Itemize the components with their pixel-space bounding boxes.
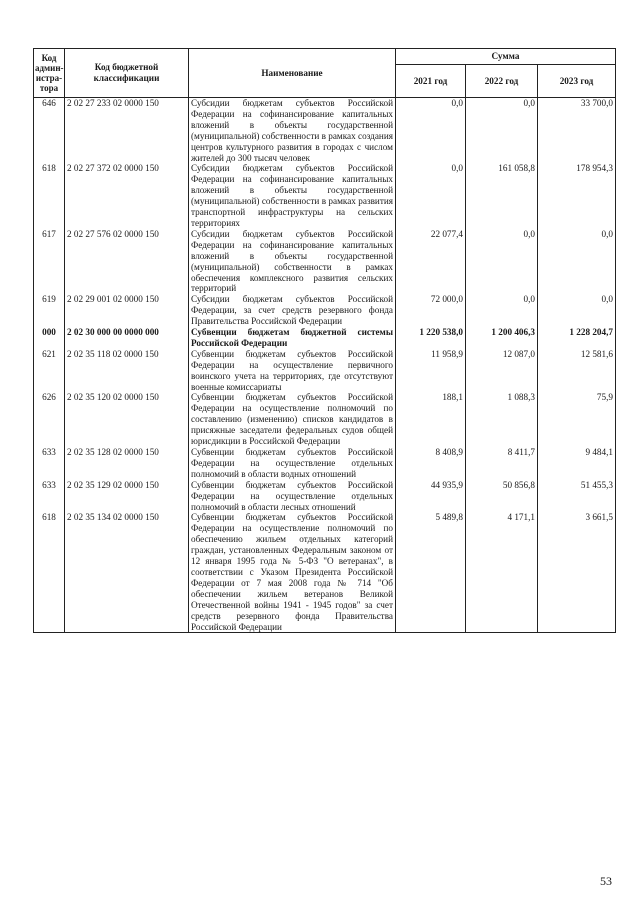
- header-sum: Сумма: [396, 49, 616, 65]
- amount-2023-cell: 9 484,1: [538, 447, 616, 480]
- budget-revenue-table: [33, 48, 616, 633]
- name-cell: Субсидии бюджетам субъектов Российской Федерации на софинансирование капитальных вложений в объекты государственной (муниципальной) собственности в рамках создания центров культурного развития в городах с числом жителей до 300 тысяч человек: [189, 98, 396, 164]
- admin-code-cell: 621: [34, 349, 65, 393]
- amount-2021-cell: 1 220 538,0: [396, 327, 466, 349]
- amount-2023-cell: 51 455,3: [538, 480, 616, 513]
- table-row: [34, 327, 616, 349]
- admin-code-cell: 617: [34, 229, 65, 294]
- amount-2023-cell: 75,9: [538, 392, 616, 447]
- classification-code-cell: 2 02 27 576 02 0000 150: [65, 229, 189, 294]
- classification-code-cell: 2 02 35 118 02 0000 150: [65, 349, 189, 393]
- header-classification-code: Код бюджетной классификации: [65, 49, 189, 98]
- amount-2021-cell: 0,0: [396, 98, 466, 164]
- amount-2021-cell: 8 408,9: [396, 447, 466, 480]
- amount-2023-cell: 33 700,0: [538, 98, 616, 164]
- amount-2022-cell: 1 200 406,3: [466, 327, 538, 349]
- amount-2021-cell: 44 935,9: [396, 480, 466, 513]
- classification-code-cell: 2 02 30 000 00 0000 000: [65, 327, 189, 349]
- amount-2022-cell: 0,0: [466, 229, 538, 294]
- admin-code-cell: 000: [34, 327, 65, 349]
- name-cell: Субвенции бюджетам субъектов Российской Федерации на осуществление полномочий по составлению (изменению) списков кандидатов в присяжные заседатели федеральных судов общей юрисдикции в Российской Федерации: [189, 392, 396, 447]
- table-row: [34, 98, 616, 164]
- classification-code-cell: 2 02 35 128 02 0000 150: [65, 447, 189, 480]
- admin-code-cell: 633: [34, 447, 65, 480]
- header-year-2022: 2022 год: [466, 65, 538, 98]
- admin-code-cell: 618: [34, 512, 65, 632]
- table-row: [34, 349, 616, 393]
- admin-code-cell: 618: [34, 163, 65, 228]
- amount-2022-cell: 50 856,8: [466, 480, 538, 513]
- table-row: [34, 229, 616, 294]
- name-cell: Субвенции бюджетам субъектов Российской Федерации на осуществление первичного воинского учета на территориях, где отсутствуют военные комиссариаты: [189, 349, 396, 393]
- admin-code-cell: 626: [34, 392, 65, 447]
- table-row: [34, 512, 616, 632]
- amount-2022-cell: 8 411,7: [466, 447, 538, 480]
- amount-2022-cell: 161 058,8: [466, 163, 538, 228]
- classification-code-cell: 2 02 35 134 02 0000 150: [65, 512, 189, 632]
- amount-2023-cell: 1 228 204,7: [538, 327, 616, 349]
- name-cell: Субсидии бюджетам субъектов Российской Федерации на софинансирование капитальных вложений в объекты государственной (муниципальной) собственности в рамках развития транспортной инфраструктуры на сельских территориях: [189, 163, 396, 228]
- amount-2022-cell: 4 171,1: [466, 512, 538, 632]
- amount-2021-cell: 188,1: [396, 392, 466, 447]
- amount-2022-cell: 12 087,0: [466, 349, 538, 393]
- amount-2021-cell: 22 077,4: [396, 229, 466, 294]
- table-row: [34, 163, 616, 228]
- amount-2021-cell: 11 958,9: [396, 349, 466, 393]
- classification-code-cell: 2 02 27 233 02 0000 150: [65, 98, 189, 164]
- amount-2021-cell: 5 489,8: [396, 512, 466, 632]
- classification-code-cell: 2 02 35 120 02 0000 150: [65, 392, 189, 447]
- classification-code-cell: 2 02 29 001 02 0000 150: [65, 294, 189, 327]
- table-row: [34, 480, 616, 513]
- amount-2022-cell: 1 088,3: [466, 392, 538, 447]
- header-year-2021: 2021 год: [396, 65, 466, 98]
- name-cell: Субвенции бюджетам субъектов Российской Федерации на осуществление отдельных полномочий в области лесных отношений: [189, 480, 396, 513]
- admin-code-cell: 619: [34, 294, 65, 327]
- header-admin-code: Код админ-истра-тора: [34, 49, 65, 98]
- table-body: [34, 98, 616, 633]
- admin-code-cell: 646: [34, 98, 65, 164]
- table-row: [34, 447, 616, 480]
- table-row: [34, 392, 616, 447]
- amount-2023-cell: 0,0: [538, 229, 616, 294]
- amount-2023-cell: 178 954,3: [538, 163, 616, 228]
- name-cell: Субвенции бюджетам бюджетной системы Российской Федерации: [189, 327, 396, 349]
- header-year-2023: 2023 год: [538, 65, 616, 98]
- amount-2022-cell: 0,0: [466, 294, 538, 327]
- table-header: [34, 49, 616, 98]
- amount-2023-cell: 0,0: [538, 294, 616, 327]
- page-number: 53: [600, 874, 612, 888]
- name-cell: Субсидии бюджетам субъектов Российской Федерации на софинансирование капитальных вложений в объекты государственной (муниципальной) собственности в рамках обеспечения комплексного развития сельских территорий: [189, 229, 396, 294]
- table-row: [34, 294, 616, 327]
- amount-2022-cell: 0,0: [466, 98, 538, 164]
- amount-2023-cell: 12 581,6: [538, 349, 616, 393]
- admin-code-cell: 633: [34, 480, 65, 513]
- name-cell: Субсидии бюджетам субъектов Российской Федерации, за счет средств резервного фонда Правительства Российской Федерации: [189, 294, 396, 327]
- classification-code-cell: 2 02 27 372 02 0000 150: [65, 163, 189, 228]
- classification-code-cell: 2 02 35 129 02 0000 150: [65, 480, 189, 513]
- header-name: Наименование: [189, 49, 396, 98]
- name-cell: Субвенции бюджетам субъектов Российской Федерации на осуществление отдельных полномочий в области водных отношений: [189, 447, 396, 480]
- amount-2021-cell: 72 000,0: [396, 294, 466, 327]
- name-cell: Субвенции бюджетам субъектов Российской Федерации на осуществление полномочий по обеспечению жильем отдельных категорий граждан, установленных Федеральным законом от 12 января 1995 года № 5-ФЗ "О ветеранах", в соответствии с Указом Президента Российской Федерации от 7 мая 2008 года № 714 "Об обеспечении жильем ветеранов Великой Отечественной войны 1941 - 1945 годов" за счет средств резервного фонда Правительства Российской Федерации: [189, 512, 396, 632]
- amount-2021-cell: 0,0: [396, 163, 466, 228]
- amount-2023-cell: 3 661,5: [538, 512, 616, 632]
